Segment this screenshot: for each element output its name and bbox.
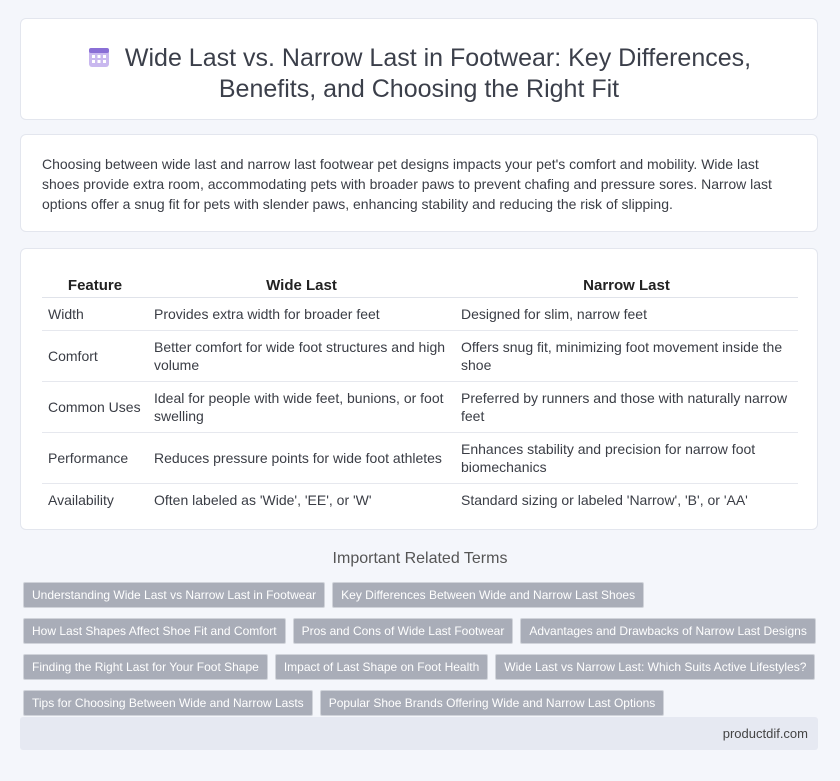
related-tag-link[interactable]: Finding the Right Last for Your Foot Shape: [23, 654, 268, 680]
page-title-wrap: [51, 43, 787, 105]
table-row: [42, 484, 798, 517]
header-feature: Feature: [42, 275, 148, 298]
page-title: Wide Last vs. Narrow Last in Footwear: Key Differences, Benefits, and Choosing the Right Fit: [124, 44, 752, 103]
table-row: [42, 331, 798, 382]
table-row: [42, 433, 798, 484]
row-wide: Provides extra width for broader feet: [148, 298, 455, 331]
row-narrow: Enhances stability and precision for narrow foot biomechanics: [455, 433, 798, 484]
row-wide: Better comfort for wide foot structures and high volume: [148, 331, 455, 382]
row-narrow: Offers snug fit, minimizing foot movement inside the shoe: [455, 331, 798, 382]
row-narrow: Designed for slim, narrow feet: [455, 298, 798, 331]
comparison-card: [20, 248, 818, 530]
comparison-table: [42, 275, 798, 516]
table-row: [42, 298, 798, 331]
title-card: [20, 18, 818, 120]
row-narrow: Preferred by runners and those with naturally narrow feet: [455, 382, 798, 433]
row-wide: Ideal for people with wide feet, bunions, or foot swelling: [148, 382, 455, 433]
related-tag-link[interactable]: Pros and Cons of Wide Last Footwear: [293, 618, 514, 644]
related-tag-link[interactable]: Impact of Last Shape on Foot Health: [275, 654, 488, 680]
footer-site-link[interactable]: productdif.com: [722, 726, 808, 741]
table-row: [42, 382, 798, 433]
row-feature: Comfort: [42, 331, 148, 382]
row-feature: Performance: [42, 433, 148, 484]
table-header-row: [42, 275, 798, 298]
related-terms-title: Important Related Terms: [332, 550, 508, 567]
related-tag-link[interactable]: Key Differences Between Wide and Narrow Last Shoes: [332, 582, 644, 608]
row-feature: Width: [42, 298, 148, 331]
related-tag-link[interactable]: Wide Last vs Narrow Last: Which Suits Active Lifestyles?: [495, 654, 815, 680]
header-narrow-last: Narrow Last: [455, 275, 798, 298]
header-wide-last: Wide Last: [148, 275, 455, 298]
intro-card: [20, 134, 818, 232]
related-tag-link[interactable]: How Last Shapes Affect Shoe Fit and Comfort: [23, 618, 286, 644]
row-feature: Common Uses: [42, 382, 148, 433]
row-feature: Availability: [48, 492, 114, 508]
related-tag-link[interactable]: Popular Shoe Brands Offering Wide and Narrow Last Options: [320, 690, 665, 716]
row-wide: Often labeled as 'Wide', 'EE', or 'W': [154, 492, 372, 508]
related-tag-link[interactable]: Tips for Choosing Between Wide and Narrow Lasts: [23, 690, 313, 716]
related-tag-link[interactable]: Advantages and Drawbacks of Narrow Last Designs: [520, 618, 815, 644]
row-narrow: Standard sizing or labeled 'Narrow', 'B', or 'AA': [461, 492, 748, 508]
related-tag-link[interactable]: Understanding Wide Last vs Narrow Last in Footwear: [23, 582, 325, 608]
related-tags: [23, 582, 823, 726]
row-wide: Reduces pressure points for wide foot athletes: [148, 433, 455, 484]
calendar-icon: [87, 45, 111, 69]
footer: [20, 717, 818, 750]
intro-paragraph: Choosing between wide last and narrow last footwear pet designs impacts your pet's comfort and mobility. Wide last shoes provide extra room, accommodating pets with broader paws to prevent chafing and pressure sores. Narrow last options offer a snug fit for pets with slender paws, enhancing stability and reducing the risk of slipping.: [42, 156, 772, 212]
